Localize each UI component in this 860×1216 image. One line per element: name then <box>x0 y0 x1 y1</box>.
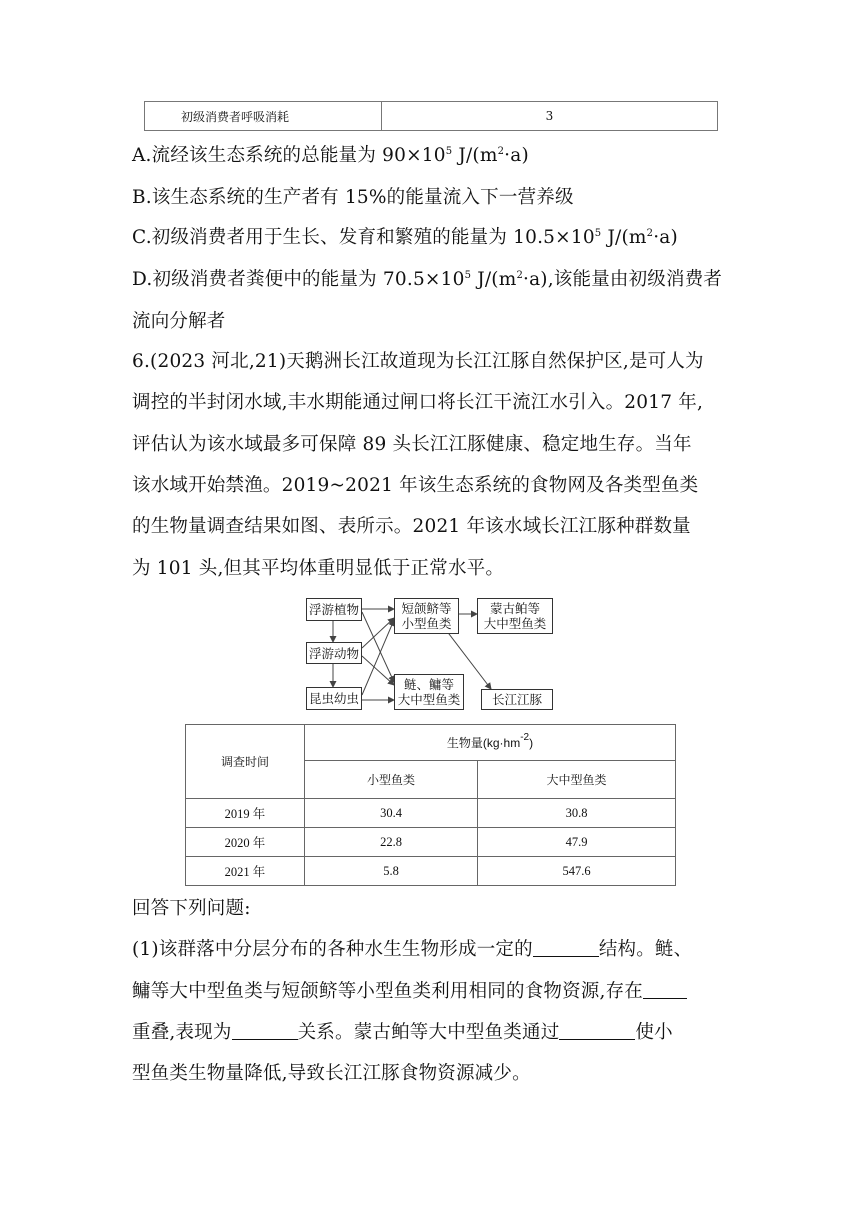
row-value: 3 <box>382 102 718 131</box>
option-d: D.初级消费者粪便中的能量为 $70.5\times 10^5$ $J/(m^2\cdot a)$,该能量由初级消费者 <box>132 269 723 290</box>
node-large-fish-line2: 大中型鱼类 <box>397 692 461 707</box>
cell-large: 30.8 <box>478 799 676 828</box>
answer-blank[interactable] <box>533 938 599 957</box>
answer-blank[interactable] <box>232 1021 298 1040</box>
biomass-table <box>185 724 676 886</box>
option-d-cont: 流向分解者 <box>132 311 226 332</box>
energy-table-last-row <box>144 101 718 131</box>
cell-year: 2019 年 <box>186 799 305 828</box>
q6-line: 的生物量调查结果如图、表所示。2021 年该水域长江江豚种群数量 <box>132 516 691 537</box>
node-large-fish-line1: 鲢、鳙等 <box>403 677 454 692</box>
node-insect-larvae: 昆虫幼虫 <box>306 687 362 710</box>
q6-line: 评估认为该水域最多可保障 89 头长江江豚健康、稳定地生存。当年 <box>132 434 692 455</box>
node-phytoplankton: 浮游植物 <box>306 598 362 621</box>
header-small-fish: 小型鱼类 <box>305 761 478 799</box>
cell-year: 2020 年 <box>186 828 305 857</box>
node-large-fish <box>394 674 464 710</box>
cell-small: 22.8 <box>305 828 478 857</box>
q6-line: 为 101 头,但其平均体重明显低于正常水平。 <box>132 558 505 579</box>
table-row <box>186 857 676 886</box>
header-time: 调查时间 <box>186 725 305 799</box>
cell-large: 547.6 <box>478 857 676 886</box>
table-row <box>186 828 676 857</box>
row-label: 初级消费者呼吸消耗 <box>145 102 382 131</box>
node-small-fish <box>394 598 459 634</box>
q1-line3: 重叠,表现为 关系。蒙古鲌等大中型鱼类通过 使小 <box>132 1022 673 1043</box>
node-top-fish-line2: 大中型鱼类 <box>483 616 547 631</box>
table-row <box>186 799 676 828</box>
answer-blank[interactable] <box>643 980 687 999</box>
q1-line1: (1)该群落中分层分布的各种水生生物形成一定的 结构。鲢、 <box>132 939 693 960</box>
q6-line: 6.(2023 河北,21)天鹅洲长江故道现为长江江豚自然保护区,是可人为 <box>132 351 704 372</box>
node-small-fish-line1: 短颌鲚等 <box>401 601 452 616</box>
cell-year: 2021 年 <box>186 857 305 886</box>
node-top-fish <box>477 598 553 634</box>
q1-line2: 鳙等大中型鱼类与短颌鲚等小型鱼类利用相同的食物资源,存在 <box>132 980 687 1004</box>
q1-line4: 型鱼类生物量降低,导致长江江豚食物资源减少。 <box>132 1063 531 1084</box>
node-zooplankton: 浮游动物 <box>306 642 362 664</box>
header-biomass: 生物量$(kg\cdot hm^{-2})$ <box>305 725 676 761</box>
node-small-fish-line2: 小型鱼类 <box>401 616 452 631</box>
cell-large: 47.9 <box>478 828 676 857</box>
option-c: C.初级消费者用于生长、发育和繁殖的能量为 $10.5\times 10^5$ $J/(m^2\cdot a)$ <box>132 227 678 248</box>
header-large-fish: 大中型鱼类 <box>478 761 676 799</box>
option-b: B.该生态系统的生产者有 15%的能量流入下一营养级 <box>132 187 574 208</box>
option-a: A.流经该生态系统的总能量为 $90\times 10^5$ $J/(m^2\cdot a)$ <box>132 145 529 166</box>
cell-small: 5.8 <box>305 857 478 886</box>
food-web-diagram <box>296 590 566 720</box>
cell-small: 30.4 <box>305 799 478 828</box>
q6-line: 调控的半封闭水域,丰水期能通过闸口将长江干流江水引入。2017 年, <box>132 392 704 413</box>
answer-intro: 回答下列问题: <box>132 898 251 919</box>
node-top-fish-line1: 蒙古鲌等 <box>489 601 540 616</box>
answer-blank[interactable] <box>559 1021 635 1040</box>
node-porpoise: 长江江豚 <box>481 689 553 710</box>
q6-line: 该水域开始禁渔。2019~2021 年该生态系统的食物网及各类型鱼类 <box>132 475 699 496</box>
